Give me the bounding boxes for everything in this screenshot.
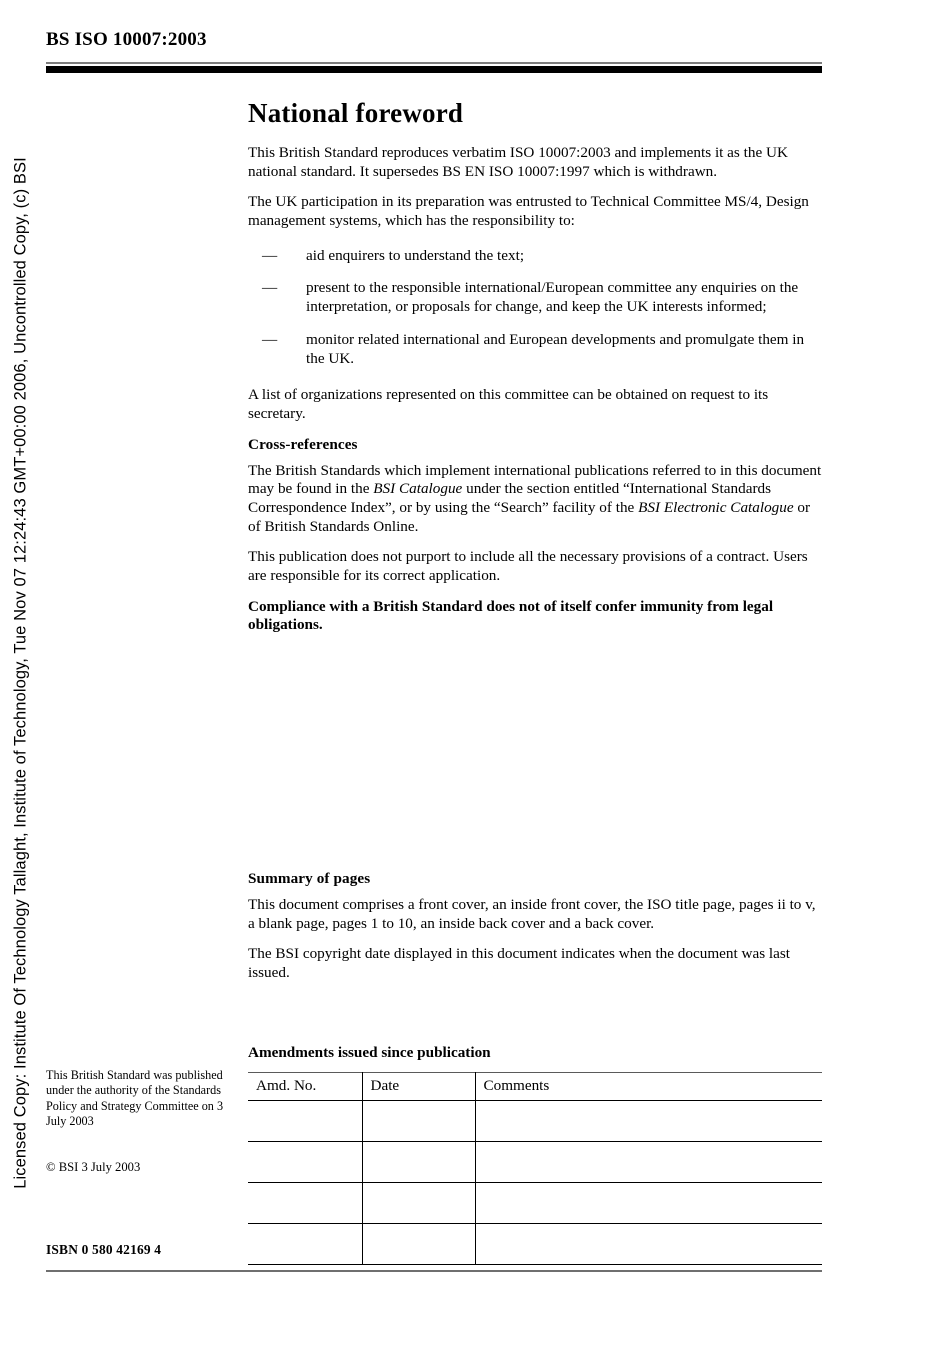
main-content (248, 98, 822, 635)
list-item-label: monitor related international and European developments and promulgate them in the UK. (306, 330, 805, 367)
cross-ref-text-tail: or of British Standards Online. (248, 498, 811, 535)
cell-date[interactable] (362, 1224, 475, 1265)
responsibilities-list (248, 247, 822, 368)
summary-of-pages-section (248, 870, 826, 995)
list-item (248, 247, 822, 266)
cross-references-heading: Cross-references (248, 435, 358, 453)
cell-comments[interactable] (475, 1101, 822, 1142)
foreword-paragraph-2: The UK participation in its preparation was entrusted to Technical Committee MS/4, Design management systems, which has the responsibility to: (248, 193, 809, 230)
cell-amd-no[interactable] (248, 1101, 362, 1142)
cell-comments[interactable] (475, 1183, 822, 1224)
bsi-catalogue-title: BSI Catalogue (373, 480, 463, 498)
cell-date[interactable] (362, 1142, 475, 1183)
standard-number-title: BS ISO 10007:2003 (46, 29, 207, 50)
em-dash-bullet-icon: — (262, 246, 278, 264)
foreword-paragraph-3: A list of organizations represented on this committee can be obtained on request to its secretary. (248, 386, 769, 422)
purport-paragraph: This publication does not purport to include all the necessary provisions of a contract. Users are responsible for its correct application. (248, 548, 808, 584)
cell-comments[interactable] (475, 1142, 822, 1183)
table-row (248, 1142, 822, 1183)
copyright-line: © BSI 3 July 2003 (46, 1160, 141, 1174)
foreword-paragraph-1: This British Standard reproduces verbatim ISO 10007:2003 and implements it as the UK national standard. It supersedes BS EN ISO 10007:1997 which is withdrawn. (248, 144, 788, 180)
summary-paragraph-2: The BSI copyright date displayed in this document indicates when the document was last issued. (248, 945, 790, 982)
column-header-comments: Comments (475, 1073, 822, 1101)
list-item-label: aid enquirers to understand the text; (306, 246, 525, 264)
isbn-line: ISBN 0 580 42169 4 (46, 1242, 162, 1257)
summary-of-pages-heading: Summary of pages (248, 870, 371, 887)
cross-ref-text-mid: under the section entitled “International Standards Correspondence Index”, or by using the “Search” facility of the (248, 480, 772, 516)
list-item (248, 331, 822, 368)
page-title: National foreword (248, 98, 464, 128)
cell-amd-no[interactable] (248, 1142, 362, 1183)
amendments-heading: Amendments issued since publication (248, 1044, 491, 1061)
bsi-electronic-catalogue-title: BSI Electronic Catalogue (638, 498, 794, 516)
footer-rule (46, 1270, 822, 1272)
column-header-date: Date (362, 1073, 475, 1101)
cross-ref-text-lead: The British Standards which implement international publications referred to in this document may be found in the (248, 461, 822, 498)
table-row (248, 1183, 822, 1224)
header-rule-thick (46, 66, 822, 73)
cell-date[interactable] (362, 1101, 475, 1142)
publication-authority-note: This British Standard was published under the authority of the Standards Policy and Strategy Committee on 3 July 2003 (46, 1068, 224, 1129)
cross-references-paragraph (248, 462, 822, 537)
licence-watermark-text: Licensed Copy: Institute Of Technology Tallaght, Institute of Technology, Tue Nov 07 12:24:43 GMT+00:00 2006, Uncontrolled Copy, (c) BSI (11, 156, 30, 1189)
cell-comments[interactable] (475, 1224, 822, 1265)
amendments-table (248, 1072, 822, 1265)
table-row (248, 1224, 822, 1265)
em-dash-bullet-icon: — (262, 330, 278, 348)
list-item-label: present to the responsible international/European committee any enquiries on the interpretation, or proposals for change, and keep the UK interests informed; (306, 279, 799, 316)
summary-paragraph-1: This document comprises a front cover, an inside front cover, the ISO title page, pages ii to v, a blank page, pages 1 to 10, an inside back cover and a back cover. (248, 896, 816, 932)
column-header-amd-no: Amd. No. (248, 1073, 362, 1101)
list-item (248, 279, 822, 316)
compliance-statement: Compliance with a British Standard does not of itself confer immunity from legal obligations. (248, 597, 774, 634)
licence-watermark-strip (0, 0, 42, 1345)
table-row (248, 1101, 822, 1142)
amendments-section (248, 1044, 822, 1265)
cell-date[interactable] (362, 1183, 475, 1224)
cell-amd-no[interactable] (248, 1183, 362, 1224)
table-header-row (248, 1073, 822, 1101)
page-header (46, 30, 822, 73)
em-dash-bullet-icon: — (262, 279, 278, 297)
